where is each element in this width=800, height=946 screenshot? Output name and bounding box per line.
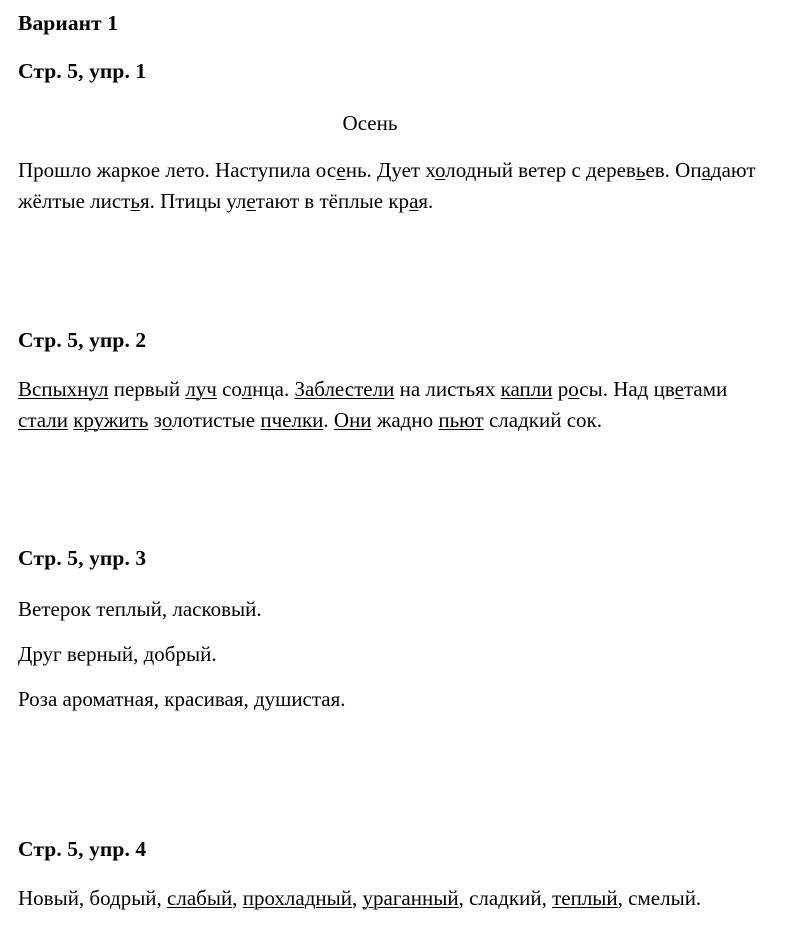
text-run: Прошло жаркое лето. Наступила ос <box>18 158 337 182</box>
underlined-word: Заблестели <box>294 376 395 401</box>
underlined-word: теплый <box>552 885 618 910</box>
text-run: я. <box>418 189 434 213</box>
underlined-word: прохладный <box>242 885 352 910</box>
text-run: ев. Оп <box>645 158 702 182</box>
underlined-word: слабый <box>167 885 233 910</box>
underlined-letter: е <box>246 189 256 213</box>
underlined-letter: е <box>336 158 346 182</box>
exercise-3-line-1: Ветерок теплый, ласковый. <box>18 597 262 621</box>
underlined-letter: ь <box>130 189 140 213</box>
text-run: на листьях <box>394 376 501 401</box>
underlined-letter: о <box>568 376 580 401</box>
page-title: Вариант 1 <box>18 11 119 35</box>
exercise-1-text-title: Осень <box>342 111 398 135</box>
underlined-word: стали <box>18 407 68 432</box>
section-spacer <box>18 710 782 839</box>
underlined-word: Вспыхнул <box>18 376 109 401</box>
text-run: лотистые <box>172 407 261 432</box>
text-run: з <box>148 407 162 432</box>
underlined-letter: ь <box>635 158 646 182</box>
exercise-4-paragraph <box>18 861 782 914</box>
exercise-1-paragraph <box>18 134 782 217</box>
underlined-word: ураганный <box>362 885 459 910</box>
underlined-word: пчелки <box>260 407 324 432</box>
exercise-3-line-2: Друг верный, добрый. <box>18 642 217 666</box>
underlined-letter: д <box>518 407 529 432</box>
text-run: кий сок. <box>528 407 602 432</box>
exercise-2-paragraph <box>18 352 782 436</box>
text-run: р <box>552 376 569 401</box>
exercise-heading-3: Стр. 5, упр. 3 <box>18 545 147 570</box>
exercise-heading-4: Стр. 5, упр. 4 <box>18 837 147 861</box>
text-run: сла <box>483 407 519 432</box>
exercise-heading-2: Стр. 5, упр. 2 <box>18 328 147 352</box>
text-run: первый <box>108 376 186 401</box>
underlined-letter: л <box>241 376 253 401</box>
underlined-letter: а <box>701 158 711 182</box>
underlined-word: кружить <box>73 407 149 432</box>
text-run: сы. Над цв <box>579 376 675 401</box>
underlined-letter: е <box>674 376 684 401</box>
underlined-word: луч <box>185 376 217 401</box>
text-run: лодный ветер с дерев <box>445 158 636 182</box>
document-body <box>18 0 782 914</box>
text-run: . <box>323 407 334 432</box>
underlined-letter: о <box>161 407 173 432</box>
text-run: нца. <box>252 376 295 401</box>
underlined-word: Они <box>333 407 372 432</box>
underlined-letter: а <box>409 189 419 213</box>
text-run: я. Птицы ул <box>139 189 247 213</box>
text-run: жадно <box>371 407 439 432</box>
exercise-heading-1: Стр. 5, упр. 1 <box>18 58 147 83</box>
text-run: нь. Дует х <box>345 158 436 182</box>
underlined-word: капли <box>500 376 553 401</box>
text-run: , сладкий, <box>458 885 553 910</box>
exercise-3-line-3: Роза ароматная, красивая, душистая. <box>18 687 346 711</box>
text-run: , смелый. <box>617 885 702 910</box>
underlined-word: пьют <box>438 407 484 432</box>
text-run: тами <box>683 376 733 401</box>
text-run: , <box>352 885 363 910</box>
section-spacer <box>18 436 782 548</box>
text-run: со <box>216 376 242 401</box>
text-run: дают жёлтые лист <box>18 158 761 213</box>
underlined-letter: о <box>435 158 446 182</box>
text-run: тают в тёплые кр <box>255 189 410 213</box>
section-spacer <box>18 217 782 330</box>
text-run: Новый, бодрый, <box>18 885 168 910</box>
text-run: , <box>232 885 243 910</box>
